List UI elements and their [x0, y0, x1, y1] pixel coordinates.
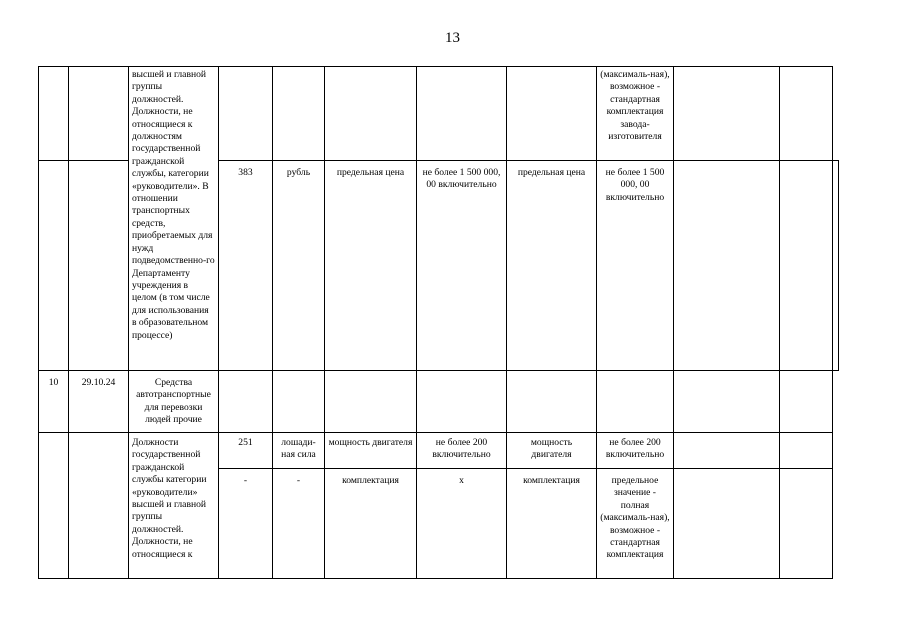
row-number-cell	[39, 67, 69, 161]
page-number: 13	[445, 30, 460, 46]
table-row	[39, 67, 839, 161]
okei-code-cell: 251	[219, 433, 273, 469]
item-name-cell: Средства автотранспортные для перевозки людей прочие	[129, 371, 219, 433]
position-description-cell: Должности государственной гражданской службы категории «руководители» высшей и главной группы должностей. Должности, не относящиеся к	[129, 433, 219, 579]
value-cell: не более 200 включительно	[597, 433, 674, 469]
characteristic-cell: мощность двигателя	[325, 433, 417, 469]
unit-cell: -	[273, 469, 325, 579]
table-row	[39, 371, 839, 433]
characteristic-cell: предельная цена	[507, 161, 597, 371]
unit-cell: рубль	[273, 161, 325, 371]
okei-code-cell: 383	[219, 161, 273, 371]
value-cell: не более 1 500 000, 00 включительно	[597, 161, 674, 371]
actual-value-cell: (максималь-ная), возможное - стандартная комплектация завода-изготовителя	[597, 67, 674, 161]
characteristic-cell: предельная цена	[325, 161, 417, 371]
unit-cell: лошади-ная сила	[273, 433, 325, 469]
okei-code-cell: -	[219, 469, 273, 579]
value-cell: не более 1 500 000, 00 включительно	[417, 161, 507, 371]
characteristic-cell: комплектация	[325, 469, 417, 579]
characteristic-cell: мощность двигателя	[507, 433, 597, 469]
position-description-cell: высшей и главной группы должностей. Должности, не относящиеся к должностям государственной гражданской службы, категории «руководители». В отношении транспортных средств, приобретаемых для нужд подведомственно-го Департаменту учреждения в целом (в том числе для использования в образовательном процессе)	[129, 67, 219, 371]
table-row	[39, 433, 839, 469]
document-table	[38, 66, 839, 579]
okpd-code-cell: 29.10.24	[69, 371, 129, 433]
value-cell: предельное значение - полная (максималь-ная), возможное - стандартная комплектация	[597, 469, 674, 579]
value-cell: x	[417, 469, 507, 579]
row-number-cell: 10	[39, 371, 69, 433]
okpd-code-cell	[69, 67, 129, 161]
value-cell: не более 200 включительно	[417, 433, 507, 469]
characteristic-cell: комплектация	[507, 469, 597, 579]
